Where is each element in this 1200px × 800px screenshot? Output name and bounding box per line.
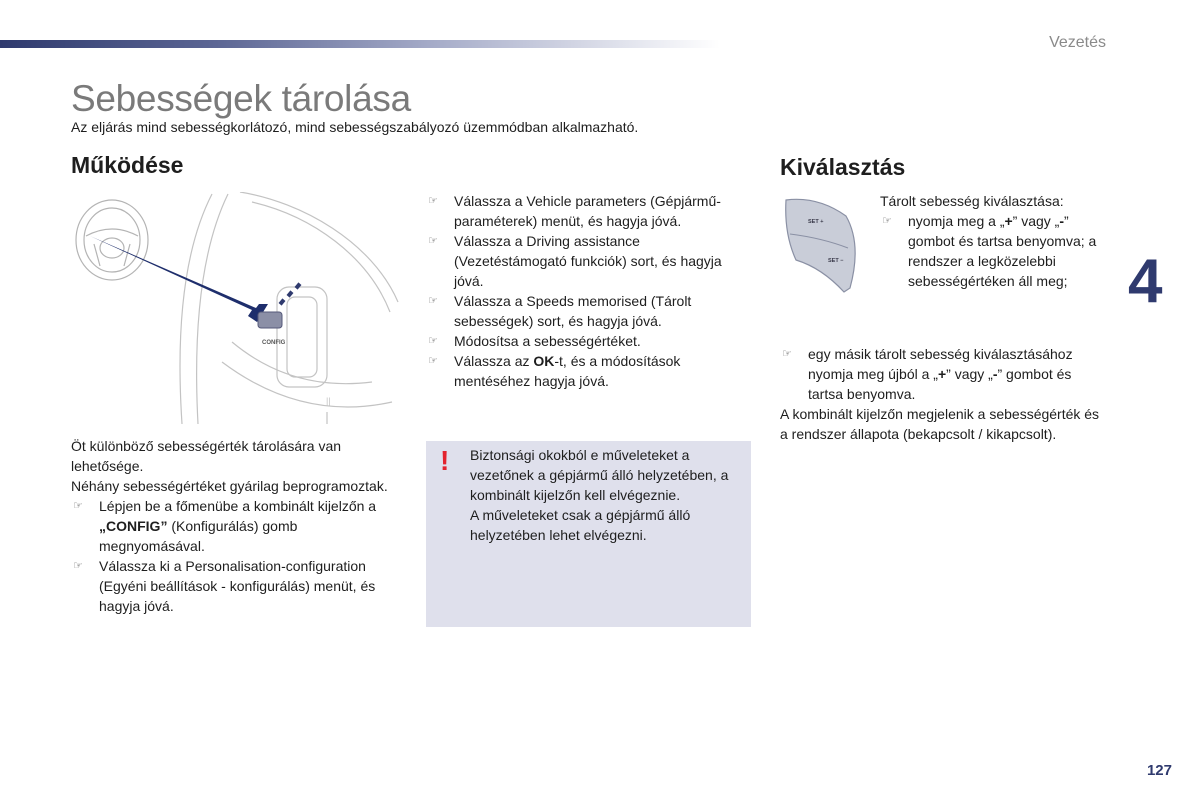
- finger-pointer-icon: ☞: [73, 559, 83, 572]
- finger-pointer-icon: ☞: [73, 499, 83, 512]
- finger-pointer-icon: ☞: [882, 214, 892, 227]
- list-item: ☞ Lépjen be a főmenübe a kombinált kijelzőn a „CONFIG” (Konfigurálás) gomb megnyomásával.: [73, 498, 377, 554]
- select-instructions: [880, 191, 1112, 291]
- right-bottom-text: [780, 344, 1108, 444]
- config-button-icon: [258, 312, 282, 328]
- left-text-block: [71, 436, 401, 616]
- heading-mukodese: Működése: [71, 152, 184, 178]
- warning-text: Biztonsági okokból e műveleteket a vezetőnek a gépjármű álló helyzetében, a kombinált kijelzőn kell elvégeznie. A műveleteket csak a gépjármű álló helyzetében lehet elvégezni.: [470, 447, 729, 543]
- list-item: ☞ nyomja meg a „+” vagy „-” gombot és tartsa benyomva; a rendszer a legközelebbi sebességértéken áll meg;: [882, 213, 1097, 289]
- list-item: ☞ Válassza a Vehicle parameters (Gépjármű-paraméterek) menüt, és hagyja jóvá.: [428, 193, 721, 229]
- list-item: ☞ Válassza ki a Personalisation-configuration (Egyéni beállítások - konfigurálás) menüt, és hagyja jóvá.: [73, 558, 376, 614]
- paragraph: Néhány sebességértéket gyárilag beprogramoztak.: [71, 478, 388, 494]
- intro-text: Az eljárás mind sebességkorlátozó, mind sebességszabályozó üzemmódban alkalmazható.: [71, 119, 639, 135]
- set-buttons-illustration: [782, 194, 864, 296]
- finger-pointer-icon: ☞: [428, 234, 438, 247]
- finger-pointer-icon: ☞: [428, 354, 438, 367]
- finger-pointer-icon: ☞: [428, 334, 438, 347]
- set-minus-button-icon: SET −: [828, 258, 844, 264]
- svg-text:||: ||: [326, 396, 331, 406]
- finger-pointer-icon: ☞: [428, 194, 438, 207]
- config-label: CONFIG: [262, 340, 286, 346]
- page-title: Sebességek tárolása: [71, 78, 411, 119]
- chapter-number: 4: [1128, 247, 1163, 316]
- list-item: ☞ Válassza az OK-t, és a módosítások mentéséhez hagyja jóvá.: [428, 353, 681, 389]
- heading-kivalasztas: Kiválasztás: [780, 154, 906, 180]
- steering-wheel-thumbnail: [76, 200, 148, 280]
- middle-steps: [426, 191, 754, 391]
- paragraph: Öt különböző sebességérték tárolására van lehetősége.: [71, 438, 342, 474]
- list-item: ☞ egy másik tárolt sebesség kiválasztásához nyomja meg újból a „+” vagy „-” gombot és tartsa benyomva.: [782, 346, 1073, 402]
- list-item: ☞ Módosítsa a sebességértéket.: [428, 333, 641, 349]
- header-gradient-bar: [0, 40, 720, 48]
- closing-paragraph: A kombinált kijelzőn megjelenik a sebességérték és a rendszer állapota (bekapcsolt / kikapcsolt).: [780, 406, 1100, 442]
- finger-pointer-icon: ☞: [428, 294, 438, 307]
- select-title: Tárolt sebesség kiválasztása:: [880, 193, 1064, 209]
- section-label: Vezetés: [1049, 34, 1106, 51]
- set-plus-button-icon: SET +: [808, 219, 824, 225]
- finger-pointer-icon: ☞: [782, 347, 792, 360]
- pointer-arrow-icon: [90, 236, 268, 322]
- steering-wheel-config-illustration: [72, 192, 400, 424]
- warning-box: [426, 441, 751, 627]
- warning-exclamation-icon: !: [440, 445, 450, 476]
- steering-wheel-detail: [180, 192, 398, 424]
- press-indicator-icon: [279, 282, 302, 305]
- list-item: ☞ Válassza a Driving assistance (Vezetéstámogató funkciók) sort, és hagyja jóvá.: [428, 233, 722, 289]
- list-item: ☞ Válassza a Speeds memorised (Tárolt sebességek) sort, és hagyja jóvá.: [428, 293, 692, 329]
- page-number: 127: [1146, 762, 1172, 779]
